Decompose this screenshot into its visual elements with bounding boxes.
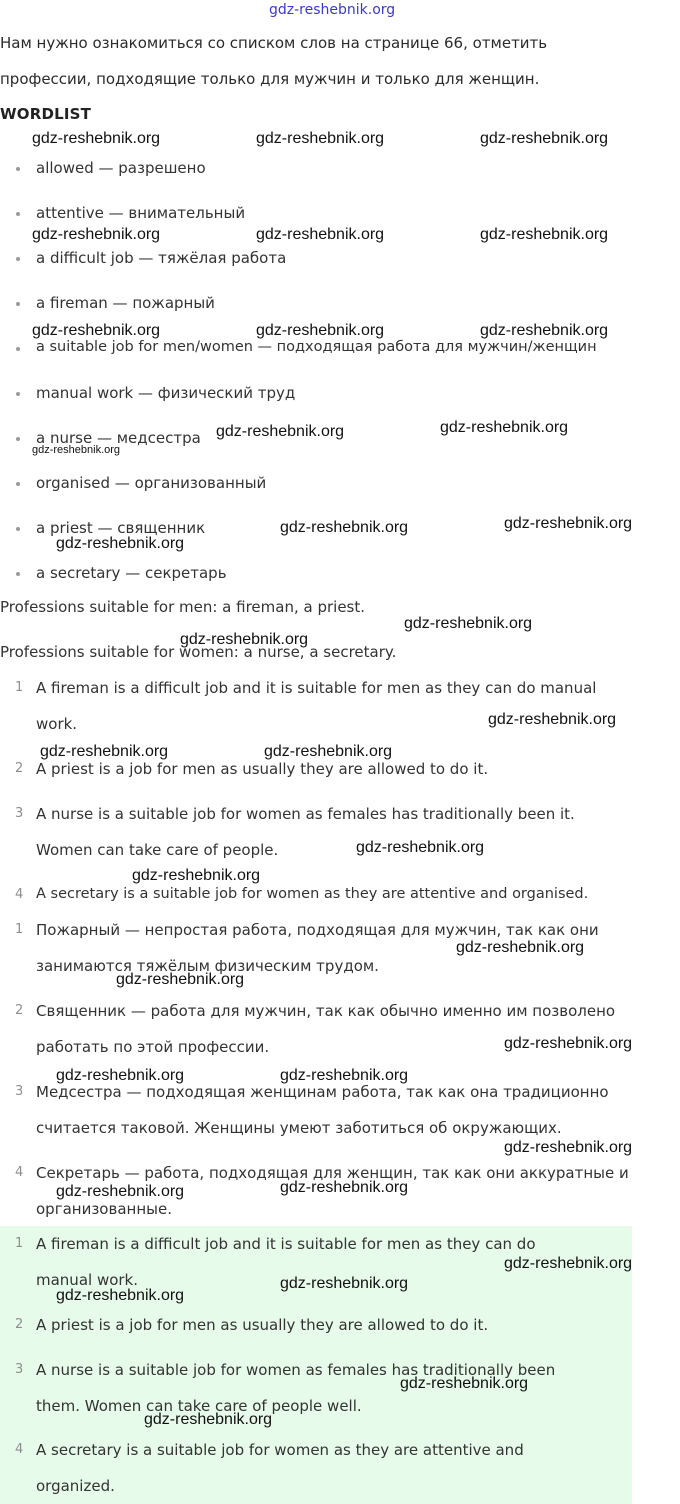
list-item-line: manual work. (36, 1271, 139, 1289)
watermark: gdz-reshebnik.org (280, 519, 409, 536)
list-number: 3 (15, 806, 24, 821)
list-item-line: работать по этой профессии. (36, 1038, 270, 1056)
list-item-line: A secretary is a suitable job for women as they are attentive and (36, 1441, 524, 1459)
bullet-icon (16, 347, 20, 351)
watermark: gdz-reshebnik.org (116, 971, 245, 988)
list-item-line: организованные. (36, 1200, 172, 1218)
list-number: 4 (15, 1442, 24, 1457)
list-number: 2 (15, 1003, 24, 1018)
watermark: gdz-reshebnik.org (32, 226, 161, 243)
site-link[interactable]: gdz-reshebnik.org (269, 2, 396, 18)
summary-men: Professions suitable for men: a fireman, a priest. (0, 598, 366, 616)
watermark: gdz-reshebnik.org (56, 535, 185, 552)
list-item-line: A nurse is a suitable job for women as females has traditionally been it. (36, 805, 575, 823)
list-item-line: A priest is a job for men as usually they are allowed to do it. (36, 760, 489, 778)
list-item-line: them. Women can take care of people well. (36, 1397, 362, 1415)
watermark: gdz-reshebnik.org (400, 1375, 529, 1392)
watermark: gdz-reshebnik.org (480, 226, 609, 243)
wordlist-heading: WORDLIST (0, 105, 92, 123)
watermark: gdz-reshebnik.org (32, 444, 121, 456)
list-number: 2 (15, 1317, 24, 1332)
watermark: gdz-reshebnik.org (504, 1139, 633, 1156)
list-item-line: A nurse is a suitable job for women as females has traditionally been (36, 1361, 556, 1379)
watermark: gdz-reshebnik.org (264, 743, 393, 760)
list-item-line: A fireman is a difficult job and it is suitable for men as they can do manual (36, 679, 597, 697)
wordlist-item-text: organised — организованный (36, 474, 267, 492)
watermark: gdz-reshebnik.org (280, 1179, 409, 1196)
wordlist-item-text: a nurse — медсестра (36, 429, 201, 447)
list-number: 3 (15, 1084, 24, 1099)
watermark: gdz-reshebnik.org (404, 615, 533, 632)
watermark: gdz-reshebnik.org (256, 226, 385, 243)
bullet-icon (16, 392, 20, 396)
list-number: 1 (15, 922, 24, 937)
wordlist-item-text: a difficult job — тяжёлая работа (36, 249, 287, 267)
list-item-line: Священник — работа для мужчин, так как обычно именно им позволено (36, 1002, 616, 1020)
wordlist-item-text: attentive — внимательный (36, 204, 246, 222)
watermark: gdz-reshebnik.org (56, 1183, 185, 1200)
watermark: gdz-reshebnik.org (144, 1411, 273, 1428)
watermark: gdz-reshebnik.org (132, 867, 261, 884)
list-number: 4 (15, 887, 24, 902)
watermark: gdz-reshebnik.org (216, 423, 345, 440)
watermark: gdz-reshebnik.org (280, 1275, 409, 1292)
list-number: 1 (15, 680, 24, 695)
bullet-icon (16, 437, 20, 441)
list-number: 2 (15, 761, 24, 776)
intro-line-1: Нам нужно ознакомиться со списком слов на странице 66, отметить (0, 34, 548, 52)
watermark: gdz-reshebnik.org (56, 1287, 185, 1304)
watermark: gdz-reshebnik.org (488, 711, 617, 728)
list-item-line: organized. (36, 1477, 115, 1495)
watermark: gdz-reshebnik.org (180, 631, 309, 648)
watermark: gdz-reshebnik.org (504, 1035, 633, 1052)
bullet-icon (16, 167, 20, 171)
watermark: gdz-reshebnik.org (256, 322, 385, 339)
summary-women: Professions suitable for women: a nurse, a secretary. (0, 643, 397, 661)
list-item-line: A fireman is a difficult job and it is suitable for men as they can do (36, 1235, 536, 1253)
watermark: gdz-reshebnik.org (32, 322, 161, 339)
list-number: 3 (15, 1362, 24, 1377)
bullet-icon (16, 527, 20, 531)
watermark: gdz-reshebnik.org (480, 130, 609, 147)
bullet-icon (16, 212, 20, 216)
list-item-line: work. (36, 715, 78, 733)
bullet-icon (16, 572, 20, 576)
watermark: gdz-reshebnik.org (504, 1255, 633, 1272)
wordlist-item-text: manual work — физический труд (36, 384, 296, 402)
list-item-line: считается таковой. Женщины умеют заботиться об окружающих. (36, 1119, 562, 1137)
watermark: gdz-reshebnik.org (32, 130, 161, 147)
wordlist-item-text: a secretary — секретарь (36, 564, 227, 582)
list-number: 4 (15, 1165, 24, 1180)
wordlist-item-text: a fireman — пожарный (36, 294, 215, 312)
bullet-icon (16, 257, 20, 261)
watermark: gdz-reshebnik.org (256, 130, 385, 147)
wordlist-item-text: allowed — разрешено (36, 159, 206, 177)
watermark: gdz-reshebnik.org (40, 743, 169, 760)
intro-line-2: профессии, подходящие только для мужчин и только для женщин. (0, 70, 540, 88)
wordlist-item-text: a priest — священник (36, 519, 206, 537)
wordlist-item-text: a suitable job for men/women — подходящая работа для мужчин/женщин (36, 339, 597, 355)
list-item-line: занимаются тяжёлым физическим трудом. (36, 957, 379, 975)
watermark: gdz-reshebnik.org (356, 839, 485, 856)
list-item-line: A secretary is a suitable job for women as they are attentive and organised. (36, 886, 589, 902)
list-item-line: Медсестра — подходящая женщинам работа, так как она традиционно (36, 1083, 609, 1101)
list-item-line: Пожарный — непростая работа, подходящая для мужчин, так как они (36, 921, 599, 939)
list-number: 1 (15, 1236, 24, 1251)
watermark: gdz-reshebnik.org (480, 322, 609, 339)
list-item-line: A priest is a job for men as usually they are allowed to do it. (36, 1316, 489, 1334)
watermark: gdz-reshebnik.org (440, 419, 569, 436)
bullet-icon (16, 302, 20, 306)
watermark: gdz-reshebnik.org (504, 515, 633, 532)
bullet-icon (16, 482, 20, 486)
watermark: gdz-reshebnik.org (456, 939, 585, 956)
list-item-line: Women can take care of people. (36, 841, 279, 859)
list-item-line: Секретарь — работа, подходящая для женщин, так как они аккуратные и (36, 1164, 629, 1182)
watermark: gdz-reshebnik.org (56, 1067, 185, 1084)
watermark: gdz-reshebnik.org (280, 1067, 409, 1084)
